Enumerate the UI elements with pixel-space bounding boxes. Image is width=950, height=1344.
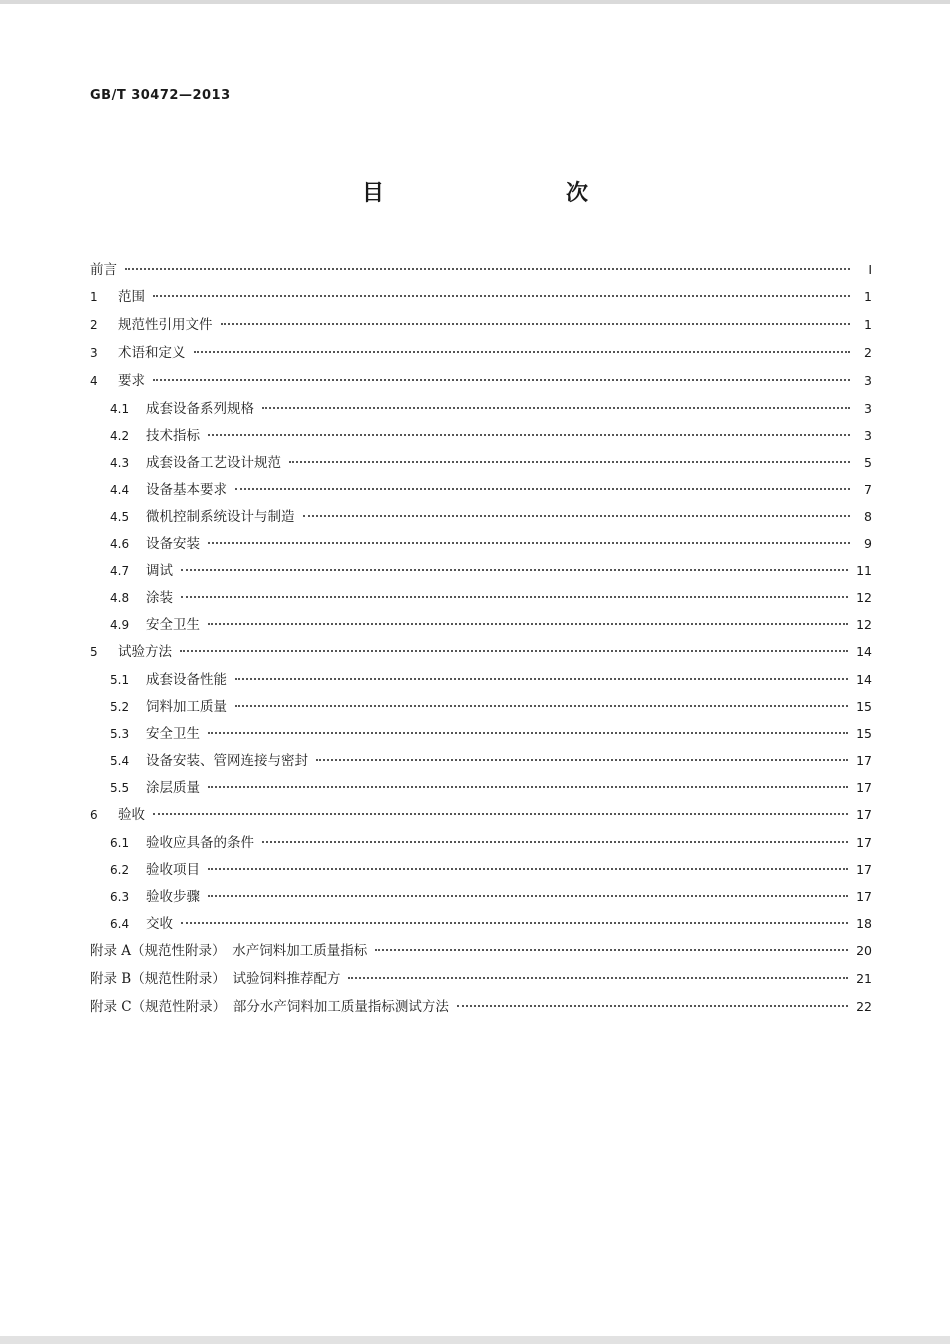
toc-entry-label: 涂层质量 — [146, 780, 200, 796]
toc-entry-label: 设备安装、管网连接与密封 — [146, 753, 308, 769]
toc-entry-label: 试验方法 — [118, 644, 172, 660]
toc-entry-page: Ⅰ — [868, 262, 872, 277]
toc-leader-dots — [348, 977, 848, 979]
table-of-contents — [90, 256, 872, 1021]
toc-entry[interactable] — [90, 422, 872, 449]
toc-entry-page: 17 — [856, 753, 872, 768]
toc-entry-label: 饲料加工质量 — [146, 699, 227, 715]
toc-entry[interactable] — [90, 395, 872, 422]
toc-entry-label: 设备安装 — [146, 536, 200, 552]
toc-entry-number: 4.1 — [110, 402, 130, 416]
toc-leader-dots — [181, 596, 848, 598]
toc-entry-number: 6 — [90, 808, 98, 822]
toc-entry-number: 1 — [90, 290, 98, 304]
toc-entry-label: 附录 B（规范性附录） 试验饲料推荐配方 — [90, 971, 341, 987]
toc-entry[interactable] — [90, 283, 872, 311]
toc-entry[interactable] — [90, 311, 872, 339]
toc-entry[interactable] — [90, 611, 872, 638]
toc-leader-dots — [153, 379, 850, 381]
toc-entry-page: 17 — [856, 780, 872, 795]
toc-leader-dots — [262, 841, 848, 843]
toc-entry-label: 术语和定义 — [118, 345, 186, 361]
toc-entry-label: 验收步骤 — [146, 889, 200, 905]
standard-code: GB/T 30472—2013 — [90, 88, 231, 103]
toc-entry[interactable] — [90, 910, 872, 937]
toc-entry[interactable] — [90, 883, 872, 910]
toc-entry-label: 安全卫生 — [146, 617, 200, 633]
toc-leader-dots — [221, 323, 851, 325]
toc-entry-number: 4.9 — [110, 618, 130, 632]
toc-entry-label: 范围 — [118, 289, 145, 305]
toc-entry-label: 前言 — [90, 262, 117, 278]
toc-entry[interactable] — [90, 557, 872, 584]
toc-leader-dots — [208, 434, 850, 436]
toc-entry-page: 3 — [864, 401, 872, 416]
toc-entry-label: 附录 C（规范性附录） 部分水产饲料加工质量指标测试方法 — [90, 999, 449, 1015]
toc-entry-label: 技术指标 — [146, 428, 200, 444]
toc-entry-page: 15 — [856, 726, 872, 741]
toc-leader-dots — [153, 813, 848, 815]
toc-entry-number: 5.4 — [110, 754, 130, 768]
toc-entry[interactable] — [90, 937, 872, 965]
toc-entry-number: 4.5 — [110, 510, 130, 524]
toc-entry[interactable] — [90, 367, 872, 395]
toc-entry[interactable] — [90, 339, 872, 367]
toc-entry-number: 6.2 — [110, 863, 130, 877]
toc-leader-dots — [457, 1005, 848, 1007]
toc-entry[interactable] — [90, 503, 872, 530]
toc-entry-page: 20 — [856, 943, 872, 958]
toc-entry-page: 7 — [864, 482, 872, 497]
toc-entry[interactable] — [90, 449, 872, 476]
toc-entry-number: 6.4 — [110, 917, 130, 931]
toc-entry-page: 17 — [856, 862, 872, 877]
toc-entry-page: 2 — [864, 345, 872, 360]
toc-entry-label: 安全卫生 — [146, 726, 200, 742]
toc-entry-label: 成套设备系列规格 — [146, 401, 254, 417]
toc-leader-dots — [125, 268, 850, 270]
toc-entry[interactable] — [90, 530, 872, 557]
toc-entry[interactable] — [90, 720, 872, 747]
page-title: 目 次 — [361, 181, 634, 206]
toc-leader-dots — [316, 759, 848, 761]
toc-entry[interactable] — [90, 801, 872, 829]
toc-entry-page: 14 — [856, 644, 872, 659]
toc-entry-page: 14 — [856, 672, 872, 687]
toc-entry-number: 4 — [90, 374, 98, 388]
toc-entry-number: 4.7 — [110, 564, 130, 578]
page-bottom-edge — [0, 1336, 950, 1344]
toc-entry[interactable] — [90, 584, 872, 611]
toc-entry-number: 4.6 — [110, 537, 130, 551]
toc-entry-number: 6.1 — [110, 836, 130, 850]
toc-entry[interactable] — [90, 993, 872, 1021]
toc-entry-page: 5 — [864, 455, 872, 470]
toc-leader-dots — [208, 542, 850, 544]
toc-entry-number: 2 — [90, 318, 98, 332]
toc-entry-number: 5 — [90, 645, 98, 659]
toc-leader-dots — [208, 786, 848, 788]
toc-entry-label: 验收项目 — [146, 862, 200, 878]
toc-entry-label: 要求 — [118, 373, 145, 389]
toc-entry[interactable] — [90, 856, 872, 883]
toc-entry-number: 5.2 — [110, 700, 130, 714]
toc-entry-number: 4.3 — [110, 456, 130, 470]
toc-entry-label: 成套设备性能 — [146, 672, 227, 688]
toc-entry[interactable] — [90, 638, 872, 666]
toc-entry[interactable] — [90, 774, 872, 801]
toc-leader-dots — [180, 650, 848, 652]
toc-leader-dots — [208, 868, 848, 870]
toc-entry-page: 8 — [864, 509, 872, 524]
toc-entry-label: 微机控制系统设计与制造 — [146, 509, 295, 525]
toc-entry-page: 9 — [864, 536, 872, 551]
toc-entry-number: 5.5 — [110, 781, 130, 795]
toc-entry-page: 12 — [856, 617, 872, 632]
toc-leader-dots — [194, 351, 851, 353]
toc-entry[interactable] — [90, 747, 872, 774]
toc-entry-number: 5.3 — [110, 727, 130, 741]
toc-entry-page: 17 — [856, 889, 872, 904]
toc-entry-page: 22 — [856, 999, 872, 1014]
toc-entry-label: 验收应具备的条件 — [146, 835, 254, 851]
page-top-edge — [0, 0, 950, 4]
toc-entry-label: 交收 — [146, 916, 173, 932]
toc-entry-page: 17 — [856, 835, 872, 850]
toc-leader-dots — [235, 678, 848, 680]
toc-entry[interactable] — [90, 666, 872, 693]
toc-leader-dots — [375, 949, 848, 951]
toc-entry-label: 涂装 — [146, 590, 173, 606]
toc-entry-label: 验收 — [118, 807, 145, 823]
toc-entry-page: 21 — [856, 971, 872, 986]
toc-leader-dots — [208, 895, 848, 897]
toc-entry-number: 6.3 — [110, 890, 130, 904]
toc-entry[interactable] — [90, 965, 872, 993]
toc-entry[interactable] — [90, 476, 872, 503]
toc-entry-page: 12 — [856, 590, 872, 605]
toc-leader-dots — [303, 515, 851, 517]
toc-entry-number: 4.4 — [110, 483, 130, 497]
toc-entry-number: 4.8 — [110, 591, 130, 605]
toc-entry-label: 附录 A（规范性附录） 水产饲料加工质量指标 — [90, 943, 368, 959]
toc-entry-label: 规范性引用文件 — [118, 317, 213, 333]
toc-entry-label: 设备基本要求 — [146, 482, 227, 498]
toc-leader-dots — [289, 461, 850, 463]
toc-entry-page: 17 — [856, 807, 872, 822]
toc-entry-page: 18 — [856, 916, 872, 931]
toc-entry[interactable] — [90, 256, 872, 283]
toc-entry-page: 1 — [864, 289, 872, 304]
toc-leader-dots — [235, 488, 850, 490]
toc-entry[interactable] — [90, 829, 872, 856]
toc-entry-page: 1 — [864, 317, 872, 332]
toc-entry-label: 调试 — [146, 563, 173, 579]
toc-entry-page: 3 — [864, 373, 872, 388]
toc-leader-dots — [181, 569, 848, 571]
toc-leader-dots — [262, 407, 850, 409]
toc-leader-dots — [208, 623, 848, 625]
toc-leader-dots — [153, 295, 850, 297]
toc-entry-page: 15 — [856, 699, 872, 714]
toc-entry-page: 11 — [856, 563, 872, 578]
toc-entry-number: 5.1 — [110, 673, 130, 687]
toc-entry-number: 4.2 — [110, 429, 130, 443]
toc-leader-dots — [235, 705, 848, 707]
toc-leader-dots — [208, 732, 848, 734]
toc-leader-dots — [181, 922, 848, 924]
toc-entry-label: 成套设备工艺设计规范 — [146, 455, 281, 471]
toc-entry-number: 3 — [90, 346, 98, 360]
toc-entry-page: 3 — [864, 428, 872, 443]
toc-entry[interactable] — [90, 693, 872, 720]
